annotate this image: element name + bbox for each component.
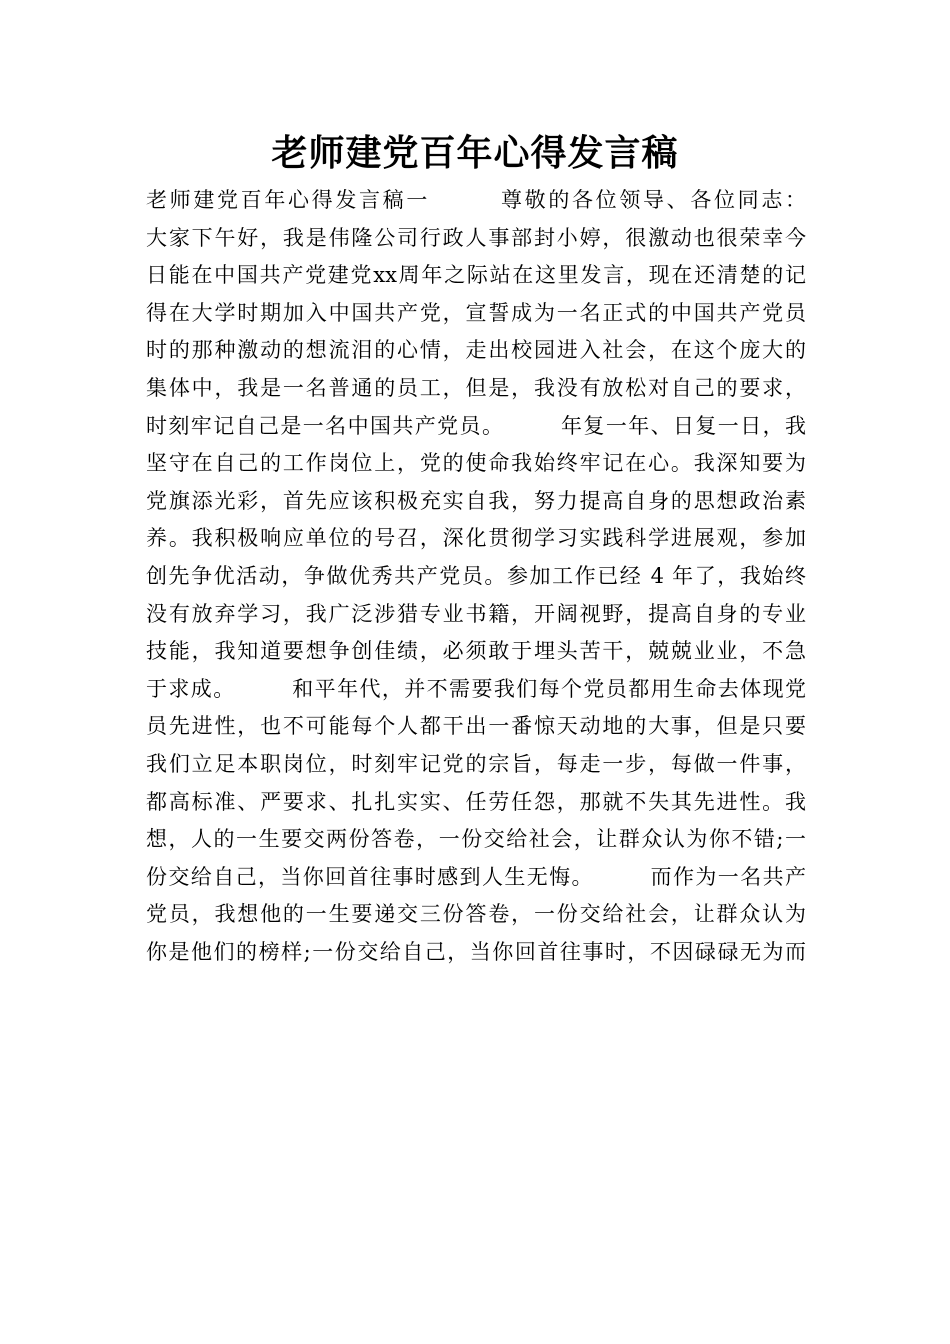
body-line: 老师建党百年心得发言稿一 尊敬的各位领导、各位同志： [146, 188, 806, 212]
body-line: 党员，我想他的一生要递交三份答卷，一份交给社会，让群众认为 [146, 902, 806, 927]
body-line: 你是他们的榜样;一份交给自己，当你回首往事时，不因碌碌无为而 [146, 939, 806, 964]
body-line: 时刻牢记自己是一名中国共产党员。 年复一年、日复一日，我 [146, 413, 806, 438]
document-title: 老师建党百年心得发言稿 [271, 133, 679, 174]
body-line: 时的那种激动的想流泪的心情，走出校园进入社会，在这个庞大的 [146, 338, 806, 363]
body-line: 技能，我知道要想争创佳绩，必须敢于埋头苦干，兢兢业业，不急 [146, 639, 806, 664]
body-line: 于求成。 和平年代，并不需要我们每个党员都用生命去体现党 [146, 676, 806, 701]
body-line: 都高标准、严要求、扎扎实实、任劳任怨，那就不失其先进性。我 [146, 789, 806, 814]
body-line: 集体中，我是一名普通的员工，但是，我没有放松对自己的要求， [146, 375, 806, 400]
body-line: 大家下午好，我是伟隆公司行政人事部封小婷，很激动也很荣幸今 [146, 225, 806, 250]
body-line: 党旗添光彩，首先应该积极充实自我，努力提高自身的思想政治素 [146, 488, 806, 513]
body-line: 我们立足本职岗位，时刻牢记党的宗旨，每走一步，每做一件事， [146, 751, 806, 776]
body-line: 员先进性，也不可能每个人都干出一番惊天动地的大事，但是只要 [146, 714, 806, 739]
body-line: 日能在中国共产党建党xx周年之际站在这里发言，现在还清楚的记 [146, 263, 806, 288]
body-line: 养。我积极响应单位的号召，深化贯彻学习实践科学进展观，参加 [146, 526, 806, 551]
body-line: 坚守在自己的工作岗位上，党的使命我始终牢记在心。我深知要为 [146, 451, 806, 476]
body-line: 没有放弃学习，我广泛涉猎专业书籍，开阔视野，提高自身的专业 [146, 601, 806, 626]
document-body [146, 182, 806, 971]
body-line: 想，人的一生要交两份答卷，一份交给社会，让群众认为你不错;一 [146, 827, 806, 852]
body-line: 份交给自己，当你回首往事时感到人生无悔。 而作为一名共产 [146, 864, 806, 889]
body-line: 得在大学时期加入中国共产党，宣誓成为一名正式的中国共产党员 [146, 300, 806, 325]
body-line: 创先争优活动，争做优秀共产党员。参加工作已经 4 年了，我始终 [146, 563, 806, 588]
